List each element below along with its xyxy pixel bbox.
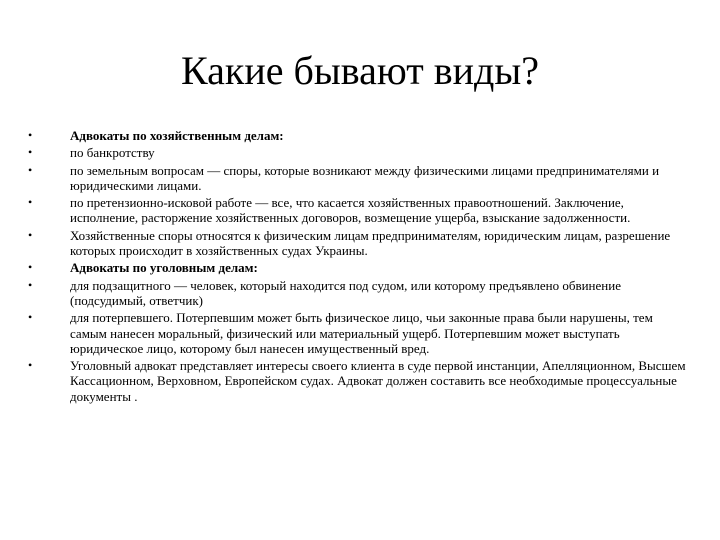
list-item — [26, 195, 690, 226]
bullet-icon: • — [28, 195, 33, 210]
list-item — [26, 228, 690, 259]
slide-title: Какие бывают виды? — [181, 48, 539, 93]
list-item — [26, 358, 690, 404]
bullet-icon: • — [28, 128, 33, 142]
bullet-icon: • — [28, 358, 33, 373]
list-item — [26, 278, 690, 309]
list-item-text: для подзащитного — человек, который находится под судом, или которому предъявлено обвинение (подсудимый, ответчик) — [70, 277, 621, 308]
section-heading-business: Адвокаты по хозяйственным делам: — [70, 128, 284, 143]
list-item — [26, 163, 690, 194]
list-item — [26, 310, 690, 356]
list-item — [26, 260, 690, 275]
list-item-text: по претензионно-исковой работе — все, что касается хозяйственных правоотношений. Заключение, исполнение, расторжение хозяйственных договоров, возмещение ущерба, взыскание задолженности. — [70, 195, 631, 226]
list-item-text: по банкротству — [70, 145, 155, 161]
bullet-icon: • — [28, 310, 33, 325]
list-item-text: Уголовный адвокат представляет интересы своего клиента в суде первой инстанции, Апелляционном, Высшем Кассационном, Верховном, Европейском судах. Адвокат должен составить все необходимые процессуальные документы . — [70, 358, 686, 404]
bullet-icon: • — [28, 277, 33, 292]
bullet-icon: • — [28, 260, 33, 275]
bullet-icon: • — [28, 162, 33, 177]
list-item — [26, 145, 690, 160]
list-item-text: по земельным вопросам — споры, которые возникают между физическими лицами предпринимателями и юридическими лицами. — [70, 162, 660, 193]
list-item-text: Хозяйственные споры относятся к физическим лицам предпринимателям, юридическим лицам, разрешение которых происходит в хозяйственных судах Украины. — [70, 227, 671, 259]
section-heading-criminal: Адвокаты по уголовным делам: — [70, 260, 258, 276]
bullet-list — [26, 128, 690, 406]
bullet-icon: • — [28, 227, 33, 242]
list-item — [26, 128, 690, 143]
list-item-text: для потерпевшего. Потерпевшим может быть физическое лицо, чьи законные права были нарушены, тем самым нанесен моральный, физический или материальный ущерб. Потерпевшим может выступать юридическое лицо, которому был нанесен имущественный вред. — [70, 310, 653, 356]
bullet-icon: • — [28, 145, 33, 160]
